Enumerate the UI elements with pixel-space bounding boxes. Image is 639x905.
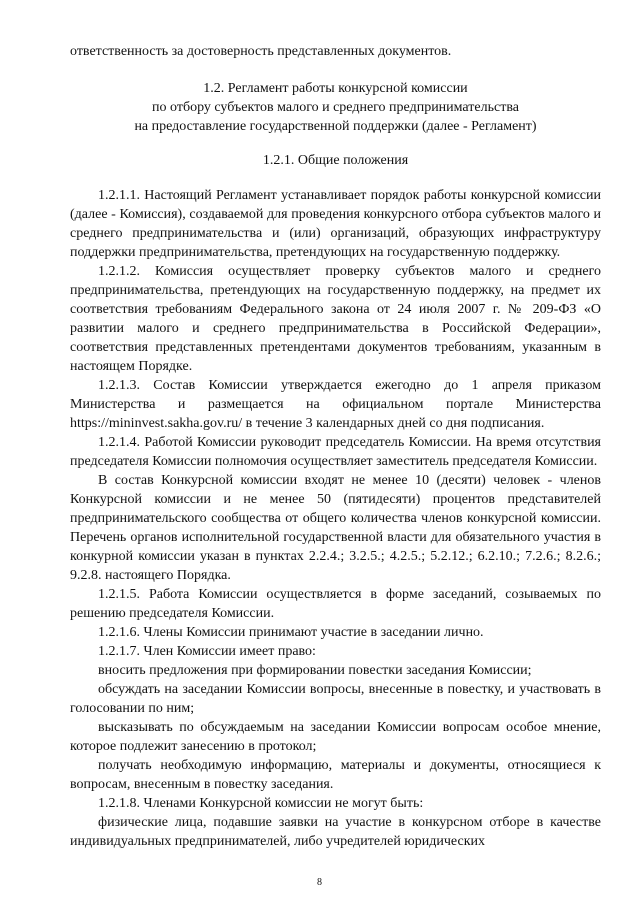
paragraph: 1.2.1.3. Состав Комиссии утверждается ежегодно до 1 апреля приказом Министерства и размещается на официальном портале Министерства https://mininvest.sakha.gov.ru/ в течение 3 календарных дней со дня подписания. [70, 378, 601, 431]
paragraph: получать необходимую информацию, материалы и документы, относящиеся к вопросам, внесенным в повестку заседания. [70, 758, 601, 792]
paragraph: 1.2.1.4. Работой Комиссии руководит председатель Комиссии. На время отсутствия председателя Комиссии полномочия осуществляет заместитель председателя Комиссии. [70, 435, 601, 469]
paragraph: физические лица, подавшие заявки на участие в конкурсном отборе в качестве индивидуальных предпринимателей, либо учредителей юридических [70, 815, 601, 849]
section-title-line: на предоставление государственной поддержки (далее - Регламент) [134, 119, 537, 134]
document-body [70, 186, 601, 851]
section-title-line: 1.2. Регламент работы конкурсной комиссии [203, 81, 468, 96]
section-title-line: по отбору субъектов малого и среднего предпринимательства [152, 100, 519, 115]
paragraph: высказывать по обсуждаемым на заседании Комиссии вопросам особое мнение, которое подлежит занесению в протокол; [70, 720, 601, 754]
paragraph: вносить предложения при формировании повестки заседания Комиссии; [98, 663, 532, 678]
paragraph: 1.2.1.1. Настоящий Регламент устанавливает порядок работы конкурсной комиссии (далее - Комиссия), создаваемой для проведения конкурсного отбора субъектов малого и среднего предпринимательства и (или) организаций, образующих инфраструктуру поддержки предпринимательства, претендующих на государственную поддержку. [70, 188, 601, 260]
paragraph: обсуждать на заседании Комиссии вопросы, внесенные в повестку, и участвовать в голосовании по ним; [70, 682, 601, 716]
paragraph: 1.2.1.2. Комиссия осуществляет проверку субъектов малого и среднего предпринимательства, претендующих на государственную поддержку, на предмет их соответствия требованиям Федерального закона от 24 июля 2007 г. № 209-ФЗ «О развитии малого и среднего предпринимательства в Российской Федерации», соответствия представленных претендентами документов требованиям, указанным в настоящем Порядке. [70, 264, 601, 374]
paragraph: 1.2.1.8. Членами Конкурсной комиссии не могут быть: [98, 796, 424, 811]
paragraph: 1.2.1.5. Работа Комиссии осуществляется в форме заседаний, созываемых по решению председателя Комиссии. [70, 587, 601, 621]
section-title [70, 79, 601, 136]
paragraph: 1.2.1.6. Члены Комиссии принимают участие в заседании лично. [98, 625, 484, 640]
paragraph: 1.2.1.7. Член Комиссии имеет право: [98, 644, 316, 659]
page-number: 8 [317, 877, 322, 888]
lead-line: ответственность за достоверность представленных документов. [70, 44, 452, 59]
paragraph: В состав Конкурсной комиссии входят не менее 10 (десяти) человек - членов Конкурсной комиссии и не менее 50 (пятидесяти) процентов представителей предпринимательского сообщества от общего количества членов конкурсной комиссии. Перечень органов исполнительной государственной власти для обязательного участия в конкурной комиссии указан в пунктах 2.2.4.; 3.2.5.; 4.2.5.; 5.2.12.; 6.2.10.; 7.2.6.; 8.2.6.; 9.2.8. настоящего Порядка. [70, 473, 601, 583]
subsection-title: 1.2.1. Общие положения [262, 153, 409, 168]
